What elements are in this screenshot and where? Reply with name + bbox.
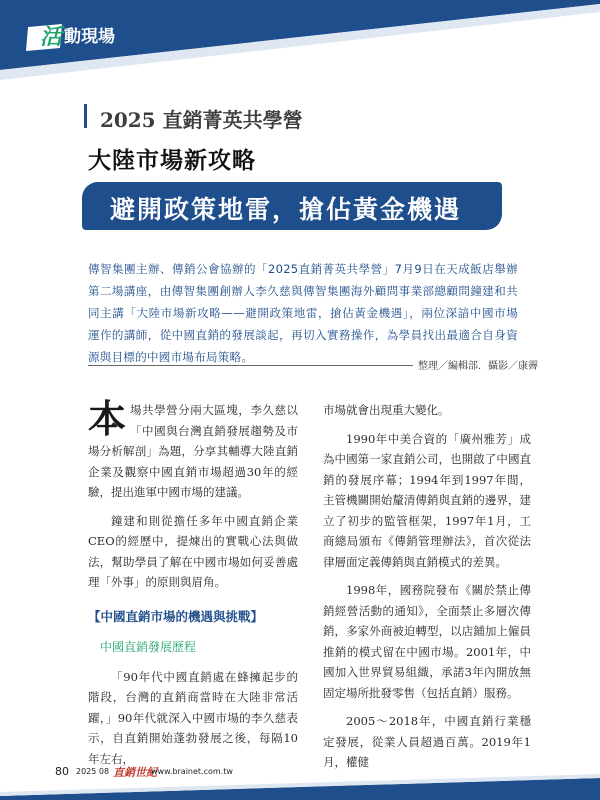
sub-heading: 中國直銷發展歷程: [100, 639, 197, 654]
section-heading: 【中國直銷市場的機遇與挑戰】: [88, 608, 264, 624]
website: www.brainet.com.tw: [151, 767, 233, 776]
paragraph-text: 場共學營分兩大區塊，李久慈以「中國與台灣直銷發展趨勢及市場分析解剖」為題，分享其輔導大陸直銷企業及觀察中國直銷市場超過30年的經驗，提出進軍中國市場的建議。: [88, 403, 298, 499]
section-badge-sub: 動現場: [64, 27, 115, 47]
paragraph: 1998年，國務院發布《關於禁止傳銷經營活動的通知》，全面禁止多層次傳銷，多家外商被迫轉型，以店鋪加上僱員推銷的模式留在中國市場。2001年，中國加入世界貿易組織，承諾3年內開放無固定場所批發零售（包括直銷）服務。: [323, 583, 531, 700]
article-column-right: [323, 400, 531, 781]
paragraph: 「90年代中國直銷處在蜂擁起步的階段，台灣的直銷商當時在大陸非常活躍，」90年代就深入中國市場的李久慈表示，自直銷開始蓬勃發展之後，每隔10 年左右，: [88, 669, 298, 766]
article-column-left: [88, 396, 298, 777]
lead-paragraph: 傳智集團主辦、傳銷公會協辦的「2025直銷菁英共學營」7月9日在天成飯店舉辦第二場講座，由傳智集團創辦人李久慈與傳智集團海外顧問事業部總顧問鐘建和共同主講「大陸市場新攻略——避開政策地雷，搶佔黃金機遇」，兩位深諳中國市場運作的講師，從中國直銷的發展談起，再切入實務操作，為學員找出最適合自身資源與目標的中國市場布局策略。: [88, 262, 518, 364]
credit: 整理／編輯部．攝影／康霽: [418, 361, 538, 372]
paragraph: [88, 396, 298, 503]
banner-title: 避開政策地雷，搶佔黃金機遇: [110, 195, 462, 224]
paragraph: 鐘建和則從擔任多年中國直銷企業CEO的經歷中，提煉出的實戰心法與做法，幫助學員了解在中國市場如何妥善處理「外事」的原則與眉角。: [88, 513, 298, 589]
paragraph: 市場就會出現重大變化。: [323, 403, 450, 417]
magazine-logo: 直銷世紀: [113, 766, 157, 779]
section-badge-main: 活: [40, 25, 63, 50]
event-name-text: 2025 直銷菁英共學營: [99, 108, 303, 132]
page-number: 80: [55, 765, 69, 778]
issue-date: 2025 08: [76, 767, 110, 776]
event-name: [86, 104, 303, 133]
paragraph: 1990年中美合資的「廣州雅芳」成為中國第一家直銷公司，也開啟了中國直銷的發展序幕；1994年到1997年間，主管機關開始釐清傳銷與直銷的邊界，建立了初步的監管框架，1997年1月，工商總局頒布《傳銷管理辦法》，首次從法律層面定義傳銷與直銷模式的差異。: [323, 431, 531, 569]
credit-divider: [88, 365, 413, 366]
headline: 大陸市場新攻略: [88, 148, 256, 174]
paragraph: 2005～2018年，中國直銷行業穩定發展，從業人員超過百萬。2019年1月，權健: [323, 714, 531, 769]
dropcap: 本: [88, 396, 127, 441]
